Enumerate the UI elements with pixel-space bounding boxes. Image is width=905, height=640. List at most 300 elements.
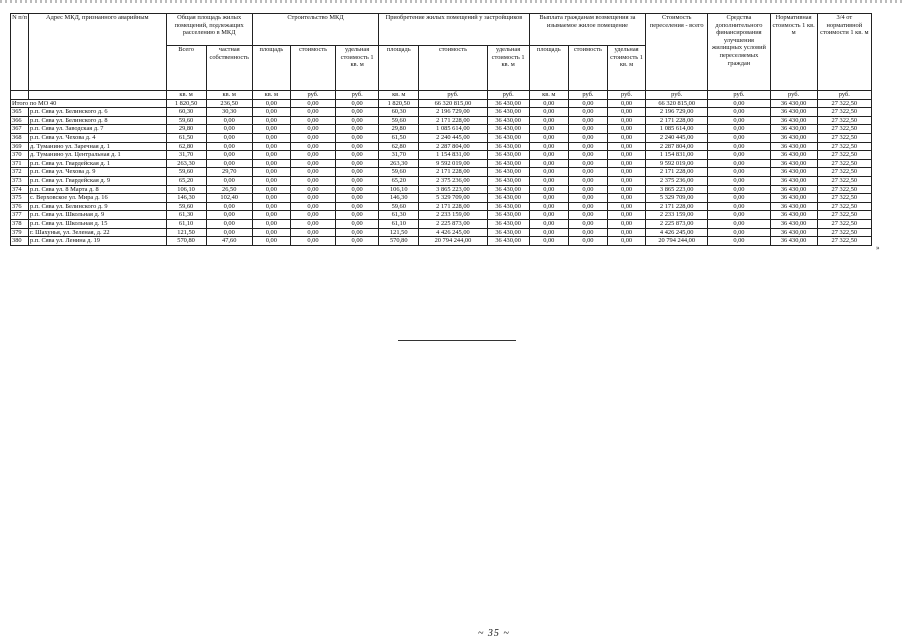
row-value: 0,00 <box>206 125 252 134</box>
header-three-quarters: 3/4 от нормативной стоимости 1 кв. м <box>817 14 871 91</box>
row-value: 121,50 <box>166 228 206 237</box>
row-value: 0,00 <box>529 168 568 177</box>
row-value: 0,00 <box>607 108 645 117</box>
row-value: 36 430,00 <box>487 202 529 211</box>
row-value: 36 430,00 <box>487 168 529 177</box>
row-value: 0,00 <box>290 219 335 228</box>
row-value: 0,00 <box>607 159 645 168</box>
row-value: 0,00 <box>252 116 290 125</box>
row-value: 36 430,00 <box>487 151 529 160</box>
row-value: 27 322,50 <box>817 219 871 228</box>
row-value: 0,00 <box>206 176 252 185</box>
unit-cell: руб. <box>290 91 335 100</box>
row-value: 0,00 <box>290 176 335 185</box>
row-address: р.п. Сява ул. Белинского д. 9 <box>29 202 166 211</box>
row-value: 36 430,00 <box>487 228 529 237</box>
table-row <box>11 219 872 228</box>
total-row <box>11 99 872 108</box>
row-value: 106,10 <box>166 185 206 194</box>
row-value: 2 171 228,00 <box>646 202 708 211</box>
row-value: 0,00 <box>568 151 607 160</box>
header-resettlement-cost: Стоимость переселения - всего <box>646 14 708 91</box>
table-row <box>11 194 872 203</box>
row-value: 29,70 <box>206 168 252 177</box>
row-value: 0,00 <box>290 237 335 246</box>
table-row <box>11 159 872 168</box>
row-value: 0,00 <box>529 211 568 220</box>
row-number: 376 <box>11 202 29 211</box>
row-value: 0,00 <box>336 211 379 220</box>
row-value: 0,00 <box>252 159 290 168</box>
units-blank <box>11 91 29 100</box>
total-value: 1 820,50 <box>166 99 206 108</box>
row-value: 36 430,00 <box>487 142 529 151</box>
row-value: 2 287 804,00 <box>419 142 487 151</box>
unit-cell: кв. м <box>252 91 290 100</box>
row-value: 47,60 <box>206 237 252 246</box>
page-number: ~ 35 ~ <box>478 628 510 639</box>
row-value: 29,80 <box>166 125 206 134</box>
row-value: 102,40 <box>206 194 252 203</box>
table-row <box>11 108 872 117</box>
row-value: 36 430,00 <box>770 142 817 151</box>
row-value: 0,00 <box>252 133 290 142</box>
row-value: 0,00 <box>708 159 770 168</box>
row-number: 373 <box>11 176 29 185</box>
row-address: д. Туманино ул. Заречная д. 1 <box>29 142 166 151</box>
header-payment-unit: удельная стоимость 1 кв. м <box>607 46 645 91</box>
unit-cell: кв. м <box>206 91 252 100</box>
row-number: 371 <box>11 159 29 168</box>
row-value: 0,00 <box>290 125 335 134</box>
table-row <box>11 211 872 220</box>
row-value: 27 322,50 <box>817 185 871 194</box>
row-value: 121,50 <box>379 228 419 237</box>
row-value: 0,00 <box>568 237 607 246</box>
unit-cell: руб. <box>607 91 645 100</box>
row-value: 26,50 <box>206 185 252 194</box>
row-value: 0,00 <box>708 228 770 237</box>
row-value: 0,00 <box>607 142 645 151</box>
row-value: 27 322,50 <box>817 202 871 211</box>
row-value: 263,30 <box>166 159 206 168</box>
unit-cell: руб. <box>646 91 708 100</box>
row-value: 0,00 <box>336 194 379 203</box>
row-value: 27 322,50 <box>817 168 871 177</box>
row-value: 0,00 <box>206 159 252 168</box>
header-payment-area: площадь <box>529 46 568 91</box>
row-value: 27 322,50 <box>817 194 871 203</box>
total-value: 0,00 <box>252 99 290 108</box>
row-value: 65,20 <box>166 176 206 185</box>
row-value: 27 322,50 <box>817 176 871 185</box>
row-number: 374 <box>11 185 29 194</box>
row-value: 0,00 <box>568 125 607 134</box>
row-value: 0,00 <box>607 151 645 160</box>
row-value: 0,00 <box>568 159 607 168</box>
unit-cell: кв. м <box>379 91 419 100</box>
row-value: 36 430,00 <box>770 125 817 134</box>
row-value: 0,00 <box>336 108 379 117</box>
row-value: 61,50 <box>166 133 206 142</box>
header-total-area: Общая площадь жилых помещений, подлежащих расселению в МКД <box>166 14 252 46</box>
row-address: р.п. Сява ул. Чехова д. 4 <box>29 133 166 142</box>
row-value: 0,00 <box>708 202 770 211</box>
row-value: 36 430,00 <box>770 116 817 125</box>
row-value: 61,30 <box>379 211 419 220</box>
total-value: 36 430,00 <box>487 99 529 108</box>
row-value: 0,00 <box>568 211 607 220</box>
row-value: 0,00 <box>336 228 379 237</box>
row-value: 0,00 <box>568 176 607 185</box>
row-value: 0,00 <box>607 116 645 125</box>
row-value: 59,60 <box>166 202 206 211</box>
units-row <box>11 91 872 100</box>
total-label: Итого по МО 40 <box>11 99 167 108</box>
row-value: 0,00 <box>252 211 290 220</box>
row-value: 4 426 245,00 <box>646 228 708 237</box>
row-value: 31,70 <box>379 151 419 160</box>
row-value: 0,00 <box>529 176 568 185</box>
table-row <box>11 237 872 246</box>
row-number: 379 <box>11 228 29 237</box>
table-row <box>11 116 872 125</box>
page-top-edge <box>0 0 905 3</box>
side-mark: » <box>876 244 880 252</box>
row-value: 0,00 <box>290 185 335 194</box>
table-row <box>11 185 872 194</box>
header-total: Всего <box>166 46 206 91</box>
row-address: д. Туманино ул. Центральная д. 1 <box>29 151 166 160</box>
table-row <box>11 125 872 134</box>
total-value: 66 320 815,00 <box>419 99 487 108</box>
row-address: с. Верховское ул. Мира д. 16 <box>29 194 166 203</box>
row-value: 2 225 873,00 <box>419 219 487 228</box>
row-value: 0,00 <box>568 142 607 151</box>
row-value: 570,80 <box>166 237 206 246</box>
row-value: 0,00 <box>252 142 290 151</box>
row-value: 0,00 <box>529 133 568 142</box>
row-value: 62,80 <box>166 142 206 151</box>
row-value: 0,00 <box>290 228 335 237</box>
row-address: г. Шахунья, ул. Зеленая, д. 22 <box>29 228 166 237</box>
row-value: 0,00 <box>336 237 379 246</box>
row-value: 61,10 <box>166 219 206 228</box>
row-value: 0,00 <box>252 125 290 134</box>
row-value: 0,00 <box>568 116 607 125</box>
row-value: 3 865 223,00 <box>646 185 708 194</box>
row-value: 36 430,00 <box>487 219 529 228</box>
row-value: 0,00 <box>336 159 379 168</box>
row-value: 2 240 445,00 <box>646 133 708 142</box>
row-value: 31,70 <box>166 151 206 160</box>
row-value: 0,00 <box>708 211 770 220</box>
row-value: 2 240 445,00 <box>419 133 487 142</box>
row-value: 27 322,50 <box>817 159 871 168</box>
row-value: 0,00 <box>206 228 252 237</box>
unit-cell: руб. <box>568 91 607 100</box>
row-value: 0,00 <box>252 108 290 117</box>
row-value: 36 430,00 <box>487 237 529 246</box>
row-value: 0,00 <box>568 168 607 177</box>
row-number: 367 <box>11 125 29 134</box>
row-value: 36 430,00 <box>487 211 529 220</box>
row-value: 0,00 <box>252 228 290 237</box>
row-value: 20 794 244,00 <box>419 237 487 246</box>
row-address: р.п. Сява ул. Чехова д. 9 <box>29 168 166 177</box>
row-value: 61,10 <box>379 219 419 228</box>
row-value: 36 430,00 <box>770 168 817 177</box>
header-acquisition-area: площадь <box>379 46 419 91</box>
row-value: 0,00 <box>290 116 335 125</box>
row-value: 263,30 <box>379 159 419 168</box>
header-acquisition-unit: удельная стоимость 1 кв. м <box>487 46 529 91</box>
header-acquisition-cost: стоимость <box>419 46 487 91</box>
row-value: 0,00 <box>336 176 379 185</box>
row-value: 0,00 <box>206 202 252 211</box>
row-value: 61,50 <box>379 133 419 142</box>
row-value: 0,00 <box>252 151 290 160</box>
row-value: 0,00 <box>529 108 568 117</box>
unit-cell: кв. м <box>166 91 206 100</box>
row-value: 0,00 <box>529 116 568 125</box>
row-value: 1 154 831,00 <box>646 151 708 160</box>
row-address: р.п. Сява ул. Школьная д. 15 <box>29 219 166 228</box>
total-value: 66 320 815,00 <box>646 99 708 108</box>
row-value: 27 322,50 <box>817 151 871 160</box>
row-value: 0,00 <box>607 194 645 203</box>
row-value: 0,00 <box>206 151 252 160</box>
header-payment: Выплата гражданам возмещения за изымаемое жилое помещение <box>529 14 645 46</box>
row-value: 62,80 <box>379 142 419 151</box>
row-value: 1 154 831,00 <box>419 151 487 160</box>
header-normative-cost: Нормативная стоимость 1 кв. м <box>770 14 817 91</box>
row-value: 2 171 228,00 <box>419 168 487 177</box>
row-value: 0,00 <box>252 176 290 185</box>
row-value: 0,00 <box>252 185 290 194</box>
row-value: 0,00 <box>568 108 607 117</box>
row-value: 0,00 <box>529 219 568 228</box>
row-address: р.п. Сява ул. Заводская д. 7 <box>29 125 166 134</box>
row-value: 0,00 <box>252 168 290 177</box>
row-value: 0,00 <box>529 202 568 211</box>
row-value: 36 430,00 <box>487 194 529 203</box>
row-number: 380 <box>11 237 29 246</box>
row-address: р.п. Сява ул. Ленина д. 19 <box>29 237 166 246</box>
row-value: 65,20 <box>379 176 419 185</box>
row-value: 36 430,00 <box>770 228 817 237</box>
row-value: 0,00 <box>708 168 770 177</box>
row-value: 36 430,00 <box>487 159 529 168</box>
table-row <box>11 151 872 160</box>
total-value: 0,00 <box>607 99 645 108</box>
row-value: 0,00 <box>568 133 607 142</box>
row-value: 0,00 <box>607 176 645 185</box>
row-value: 0,00 <box>568 228 607 237</box>
row-value: 59,60 <box>379 202 419 211</box>
unit-cell: руб. <box>336 91 379 100</box>
row-address: р.п. Сява ул. 8 Марта д. 8 <box>29 185 166 194</box>
row-value: 0,00 <box>529 125 568 134</box>
row-value: 0,00 <box>290 211 335 220</box>
row-number: 375 <box>11 194 29 203</box>
row-value: 61,30 <box>166 211 206 220</box>
row-value: 0,00 <box>529 228 568 237</box>
row-value: 2 171 228,00 <box>646 116 708 125</box>
row-number: 369 <box>11 142 29 151</box>
row-value: 2 196 729,00 <box>419 108 487 117</box>
row-value: 0,00 <box>708 151 770 160</box>
row-value: 0,00 <box>336 168 379 177</box>
table-row <box>11 168 872 177</box>
row-value: 1 085 614,00 <box>419 125 487 134</box>
row-value: 5 329 709,00 <box>419 194 487 203</box>
row-value: 0,00 <box>568 185 607 194</box>
row-value: 27 322,50 <box>817 228 871 237</box>
row-value: 2 375 236,00 <box>419 176 487 185</box>
row-value: 0,00 <box>607 219 645 228</box>
row-value: 0,00 <box>336 219 379 228</box>
row-value: 36 430,00 <box>770 185 817 194</box>
row-value: 0,00 <box>290 202 335 211</box>
row-value: 36 430,00 <box>487 133 529 142</box>
row-value: 0,00 <box>529 159 568 168</box>
table-row <box>11 142 872 151</box>
row-value: 570,80 <box>379 237 419 246</box>
row-value: 0,00 <box>252 194 290 203</box>
row-value: 0,00 <box>607 228 645 237</box>
row-value: 0,00 <box>708 194 770 203</box>
header-address: Адрес МКД, признанного аварийным <box>29 14 166 91</box>
row-value: 27 322,50 <box>817 116 871 125</box>
row-value: 0,00 <box>568 194 607 203</box>
row-value: 0,00 <box>206 219 252 228</box>
row-value: 20 794 244,00 <box>646 237 708 246</box>
row-value: 0,00 <box>290 142 335 151</box>
total-value: 1 820,50 <box>379 99 419 108</box>
separator-line <box>398 340 516 341</box>
total-value: 0,00 <box>336 99 379 108</box>
row-value: 60,30 <box>379 108 419 117</box>
row-value: 36 430,00 <box>770 176 817 185</box>
row-value: 27 322,50 <box>817 211 871 220</box>
table-row <box>11 133 872 142</box>
row-value: 0,00 <box>336 133 379 142</box>
row-number: 372 <box>11 168 29 177</box>
row-value: 2 196 729,00 <box>646 108 708 117</box>
row-value: 0,00 <box>252 202 290 211</box>
total-value: 27 322,50 <box>817 99 871 108</box>
row-address: р.п. Сява ул. Школьная д. 9 <box>29 211 166 220</box>
row-value: 0,00 <box>568 202 607 211</box>
header-payment-cost: стоимость <box>568 46 607 91</box>
row-value: 4 426 245,00 <box>419 228 487 237</box>
row-value: 36 430,00 <box>487 125 529 134</box>
row-value: 0,00 <box>290 159 335 168</box>
total-value: 0,00 <box>529 99 568 108</box>
row-number: 378 <box>11 219 29 228</box>
row-number: 370 <box>11 151 29 160</box>
row-value: 2 171 228,00 <box>419 202 487 211</box>
row-value: 0,00 <box>290 108 335 117</box>
table-row <box>11 202 872 211</box>
row-value: 2 171 228,00 <box>419 116 487 125</box>
row-value: 60,30 <box>166 108 206 117</box>
row-value: 0,00 <box>336 151 379 160</box>
row-value: 0,00 <box>206 211 252 220</box>
row-value: 36 430,00 <box>770 194 817 203</box>
row-value: 27 322,50 <box>817 125 871 134</box>
row-value: 59,60 <box>379 116 419 125</box>
row-value: 2 287 804,00 <box>646 142 708 151</box>
unit-cell: руб. <box>419 91 487 100</box>
row-value: 36 430,00 <box>487 185 529 194</box>
row-value: 27 322,50 <box>817 133 871 142</box>
row-value: 59,60 <box>166 116 206 125</box>
resettlement-table <box>10 13 872 246</box>
header-construction-cost: стоимость <box>290 46 335 91</box>
row-value: 36 430,00 <box>770 159 817 168</box>
row-value: 0,00 <box>708 133 770 142</box>
row-number: 365 <box>11 108 29 117</box>
row-value: 36 430,00 <box>770 108 817 117</box>
row-value: 2 225 873,00 <box>646 219 708 228</box>
row-value: 5 329 709,00 <box>646 194 708 203</box>
header-private: частная собственность <box>206 46 252 91</box>
row-value: 0,00 <box>529 185 568 194</box>
row-value: 2 171 228,00 <box>646 168 708 177</box>
row-value: 0,00 <box>708 108 770 117</box>
row-value: 0,00 <box>708 185 770 194</box>
row-value: 9 592 019,00 <box>646 159 708 168</box>
row-value: 0,00 <box>336 202 379 211</box>
header-construction-area: площадь <box>252 46 290 91</box>
unit-cell: руб. <box>487 91 529 100</box>
row-value: 0,00 <box>529 142 568 151</box>
row-address: р.п. Сява ул. Гвардейская д. 9 <box>29 176 166 185</box>
row-value: 27 322,50 <box>817 237 871 246</box>
row-value: 36 430,00 <box>770 133 817 142</box>
header-additional-funds: Средства дополнительного финансирования улучшения жилищных условий переселяемых граждан <box>708 14 770 91</box>
row-value: 0,00 <box>252 237 290 246</box>
total-value: 0,00 <box>290 99 335 108</box>
row-value: 36 430,00 <box>487 108 529 117</box>
row-value: 0,00 <box>529 151 568 160</box>
row-value: 0,00 <box>568 219 607 228</box>
row-value: 0,00 <box>529 237 568 246</box>
header-construction: Строительство МКД <box>252 14 378 46</box>
total-value: 0,00 <box>568 99 607 108</box>
row-value: 0,00 <box>290 133 335 142</box>
row-value: 30,30 <box>206 108 252 117</box>
row-value: 0,00 <box>607 125 645 134</box>
row-value: 36 430,00 <box>487 176 529 185</box>
row-value: 36 430,00 <box>770 202 817 211</box>
row-value: 59,60 <box>166 168 206 177</box>
row-address: р.п. Сява ул. Гвардейская д. 1 <box>29 159 166 168</box>
units-blank <box>29 91 166 100</box>
row-value: 2 375 236,00 <box>646 176 708 185</box>
row-value: 0,00 <box>607 185 645 194</box>
row-value: 0,00 <box>708 125 770 134</box>
total-value: 0,00 <box>708 99 770 108</box>
row-value: 0,00 <box>336 142 379 151</box>
row-value: 0,00 <box>206 142 252 151</box>
row-value: 0,00 <box>607 168 645 177</box>
row-value: 0,00 <box>708 176 770 185</box>
row-value: 0,00 <box>336 125 379 134</box>
row-address: р.п. Сява ул. Белинского д. 6 <box>29 108 166 117</box>
